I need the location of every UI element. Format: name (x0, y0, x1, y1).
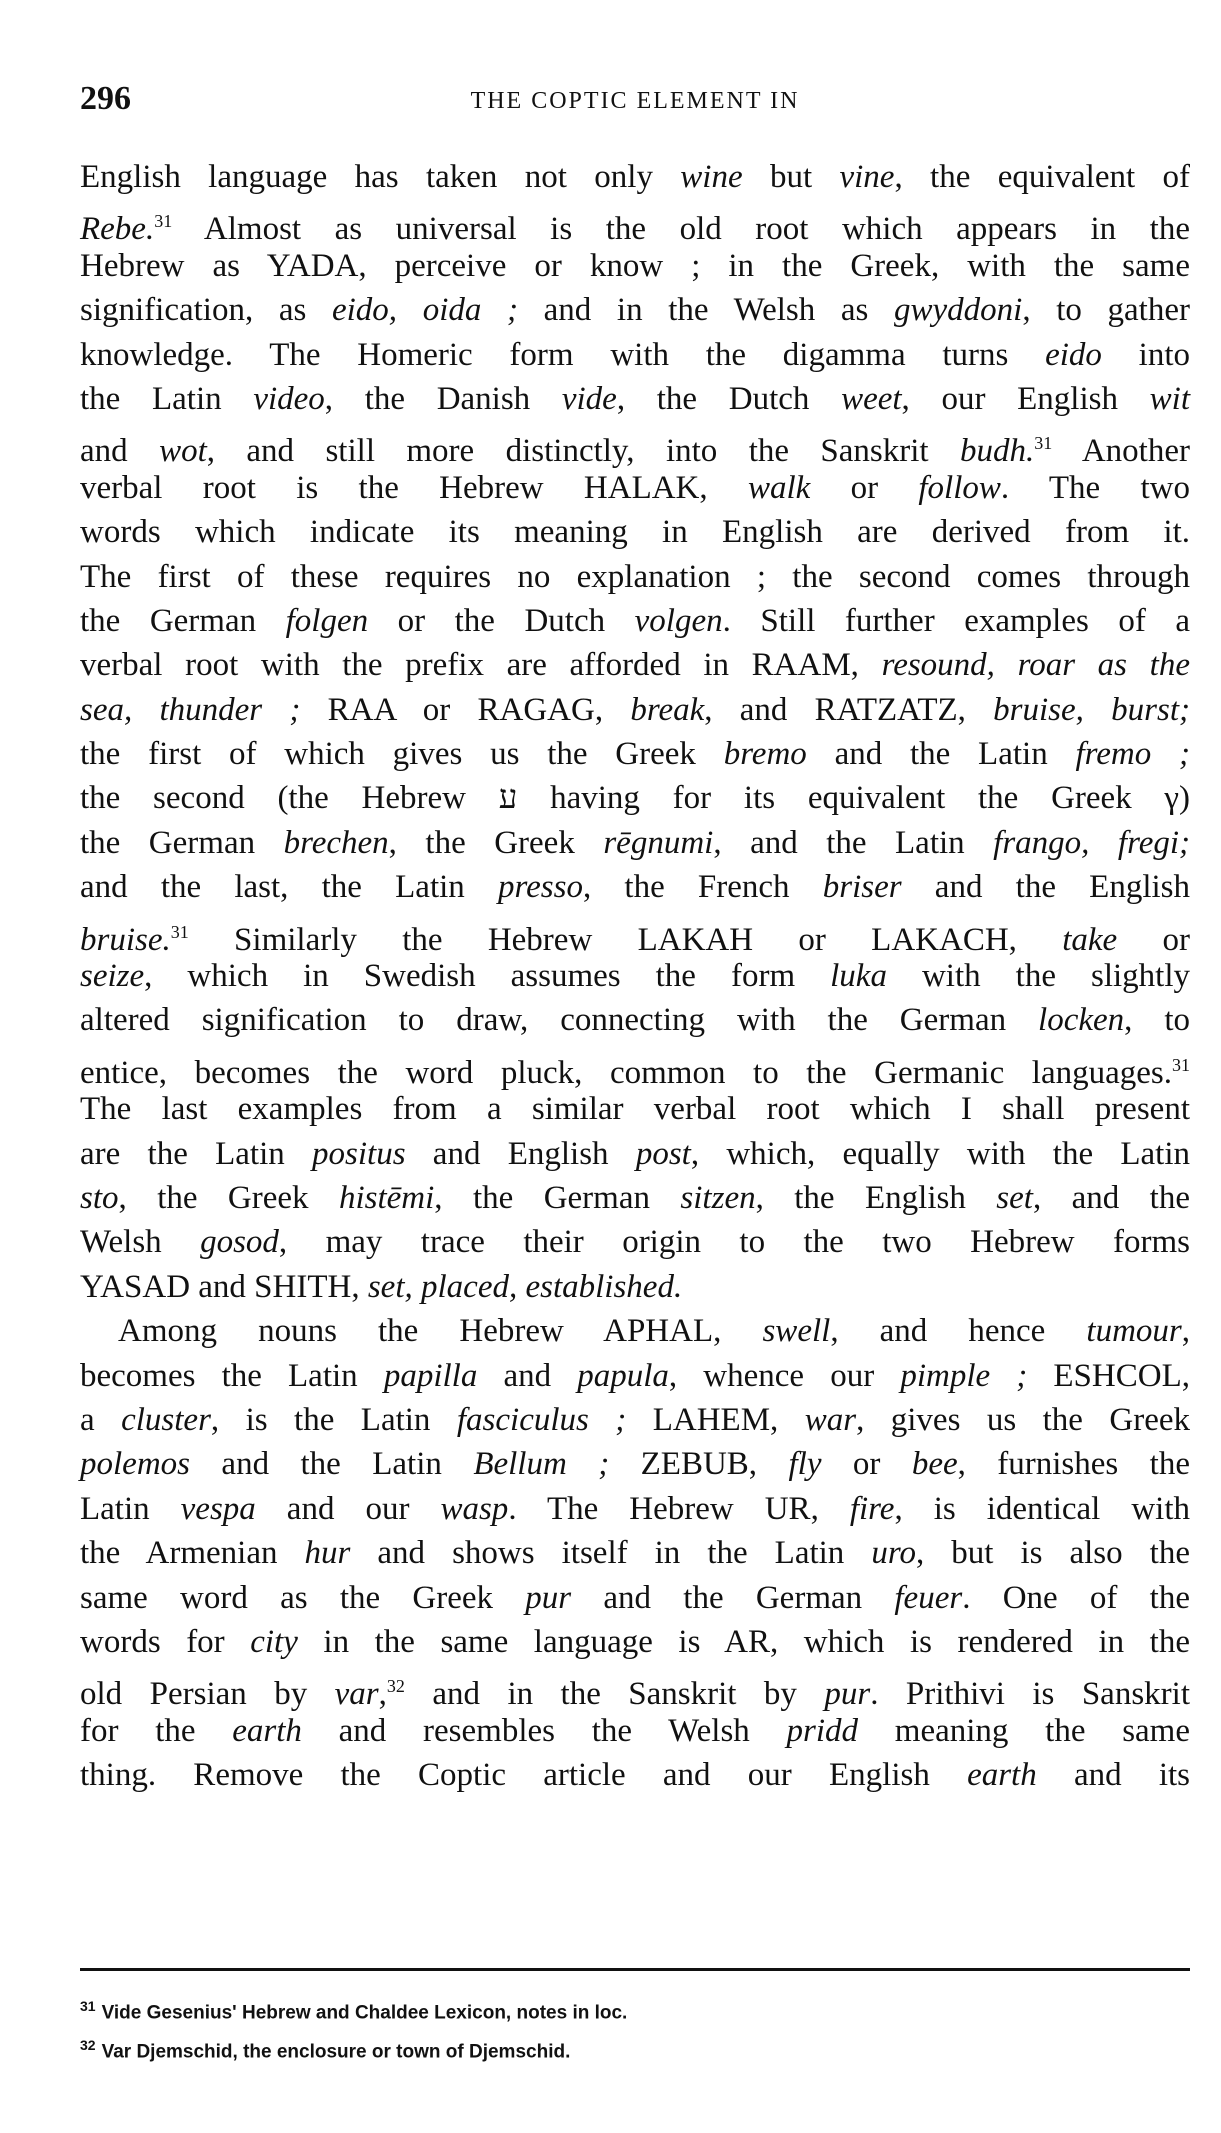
text-line: bruise.$^{31}$ Similarly the Hebrew LAKAH or LAKACH, take or (80, 921, 1191, 958)
text-line: knowledge. The Homeric form with the digamma turns eido into (80, 336, 1191, 373)
footnote-rule (80, 1968, 1190, 1971)
text-line: the Armenian hur and shows itself in the Latin uro, but is also the (80, 1535, 1190, 1572)
text-line: old Persian by var,$^{32}$ and in the Sanskrit by pur. Prithivi is Sanskrit (80, 1676, 1190, 1713)
text-line: Latin vespa and our wasp. The Hebrew UR, fire, is identical with (80, 1490, 1190, 1527)
text-line: polemos and the Latin Bellum ; ZEBUB, fly or bee, furnishes the (80, 1446, 1191, 1483)
text-line: Hebrew as YADA, perceive or know ; in the Greek, with the same (80, 247, 1190, 284)
footnote-text: Var Djemschid, the enclosure or town of Djemschid. (101, 2041, 571, 2063)
text-line: Among nouns the Hebrew APHAL, swell, and hence tumour, (118, 1313, 1190, 1350)
text-line: Welsh gosod, may trace their origin to the two Hebrew forms (80, 1224, 1190, 1261)
text-line: English language has taken not only wine but vine, the equivalent of (80, 159, 1190, 195)
text-line: seize, which in Swedish assumes the form luka with the slightly (80, 958, 1190, 995)
text-line: the second (the Hebrew ע having for its equivalent the Greek γ) (80, 780, 1191, 817)
footnote-mark: 32 (80, 2037, 96, 2054)
text-line: words for city in the same language is AR, which is rendered in the (80, 1623, 1190, 1660)
text-line: verbal root is the Hebrew HALAK, walk or follow. The two (80, 469, 1190, 506)
text-line: a cluster, is the Latin fasciculus ; LAHEM, war, gives us the Greek (80, 1401, 1190, 1438)
text-line: sto, the Greek histēmi, the German sitzen, the English set, and the (80, 1179, 1190, 1216)
text-line: signification, as eido, oida ; and in the Welsh as gwyddoni, to gather (80, 292, 1190, 329)
text-line: words which indicate its meaning in English are derived from it. (80, 514, 1190, 551)
text-line: verbal root with the prefix are afforded in RAAM, resound, roar as the (80, 647, 1190, 684)
running-head: THE COPTIC ELEMENT IN (470, 88, 800, 114)
text-line: and the last, the Latin presso, the French briser and the English (80, 869, 1191, 906)
text-line: the Latin video, the Danish vide, the Dutch weet, our English wit (80, 380, 1190, 417)
text-line: sea, thunder ; RAA or RAGAG, break, and RATZATZ, bruise, burst; (80, 691, 1191, 728)
page-number: 296 (80, 80, 131, 117)
text-line: for the earth and resembles the Welsh pridd meaning the same (80, 1712, 1190, 1749)
footnote-mark: 31 (80, 1998, 96, 2014)
text-line: altered signification to draw, connecting with the German locken, to (80, 1002, 1190, 1039)
text-line: the German brechen, the Greek rēgnumi, and the Latin frango, fregi; (80, 824, 1190, 861)
footnotes (80, 1990, 1190, 2069)
text-line: The first of these requires no explanation ; the second comes through (80, 558, 1190, 595)
body-text (80, 155, 1190, 1797)
text-line: and wot, and still more distinctly, into the Sanskrit budh.$^{31}$ Another (80, 433, 1190, 470)
text-line: thing. Remove the Coptic article and our English earth and its (80, 1757, 1191, 1794)
text-line: Rebe.$^{31}$ Almost as universal is the old root which appears in the (80, 211, 1190, 248)
text-line: the German folgen or the Dutch volgen. Still further examples of a (80, 602, 1190, 639)
text-line: becomes the Latin papilla and papula, whence our pimple ; ESHCOL, (80, 1357, 1190, 1394)
text-line: YASAD and SHITH, set, placed, established. (80, 1268, 683, 1305)
footnote-32 (80, 2029, 1190, 2068)
text-line: entice, becomes the word pluck, common to the Germanic languages.$^{31}$ (80, 1054, 1190, 1091)
text-line: The last examples from a similar verbal root which I shall present (80, 1091, 1190, 1128)
text-line: same word as the Greek pur and the German feuer. One of the (80, 1579, 1190, 1616)
footnote-31 (80, 1990, 1190, 2029)
text-line: are the Latin positus and English post, which, equally with the Latin (80, 1135, 1191, 1172)
text-line: the first of which gives us the Greek bremo and the Latin fremo ; (80, 736, 1190, 773)
footnote-text: Vide Gesenius' Hebrew and Chaldee Lexicon, notes in loc. (101, 2002, 628, 2024)
page-header (80, 80, 1190, 130)
